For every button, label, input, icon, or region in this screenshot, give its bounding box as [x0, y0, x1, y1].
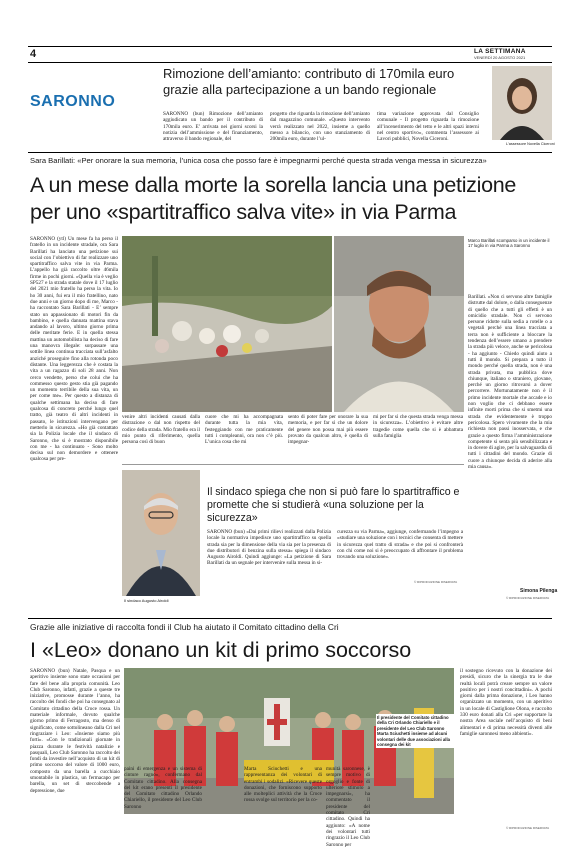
- leo-col5: il sostegno ricevuto con la donazione dei presidi, sicuro che la sinergia tra le due realtà locali potrà creare sempre un valore positivo per i nostri concittadini». A pochi giorni dalla prima donazione, i Leo hanno organizzato un momento, con un aperitivo in un locale di Castiglione Olona, e raccolto 330 euro donati alla Cri «per supportare la nostra Area sociale nell’acquisto di beni alimentari e di prima necessità diventi alle famiglie saronnesi meno abbienti».: [460, 668, 552, 737]
- main-col4: sento di poter fare per onorare la sua memoria, e per far sì che un dolore del genere non possa mai più essere provato da qualcun altro, è quella di impegnar-: [288, 414, 368, 446]
- leo-col1: SARONNO (bun) Natale, Pasqua e un aperitivo insieme sono state occasioni per fare del bene alla propria comunità. Leo Club Saronno, infatti, grazie a queste tre iniziative, promosse durante l’anno, ha raccolto dei fondi che poi ha consegnato al Comitato cittadino della Croce rossa. Un materiale informale, dovuto qualche giorno primo di Ferragosto, ma denso di significato, come sottolineano dalla Cri nel ringraziare i Leo: «Insieme siamo più forti». «Con le tradizionali giornate in piazza durante le festività natalizie e pasquali, Leo Club Saronno ha raccolto dei fondi da investire nell’acquisto di un kit di primo soccorso del valore di 1000 euro, composto da una barella a cucchiaio smontabile in plastica, un fermacapo per barella, un set di steccobende a depressione, due: [30, 668, 120, 794]
- main-byline: Simona Pilenga: [520, 588, 558, 594]
- top-story-col1: SARONNO (bun) Rimozione dell’amianto aggiudicato un bando per il contributo di 170mila euro. E’ arrivata nei giorni scorsi la notizia dell’ammissione e del finanziamento, attraverso il bando regionale, del: [163, 111, 263, 143]
- leo-kicker: Grazie alle iniziative di raccolta fondi il Club ha aiutato il Comitato cittadino della Cri: [30, 622, 339, 632]
- leo-col2: paini di emergenza e un sistema di cinture ragno», confermano dal Comitato cittadino. Alla consegna del kit erano presenti il presidente del Comitato cittadino Orlando Chiariello, il presidente del Leo Club Saronno: [124, 766, 202, 810]
- separator-leo-story: [28, 618, 552, 619]
- main-headline-line1: A un mese dalla morte la sorella lancia una petizione: [30, 173, 517, 197]
- main-credit: © RIPRODUZIONE RISERVATA: [506, 596, 550, 600]
- main-headline-line2: per uno «spartitraffico salva vite» in via Parma: [30, 200, 457, 224]
- header-top-rule: [28, 46, 552, 47]
- mayor-sidebar-col1: SARONNO (bun) «Dai primi rilievi realizzati dalla Polizia locale la normativa impedisce uno spartitraffico su quella strada sia per la dimensione della via sia per la presenza di due distributori di benzina sulla stessa» spiega il sindaco Augusto Airoldi. Quindi aggiunge: «La petizione di Sara Barillati da un segnale per intervenire sulla messa in si-: [207, 529, 331, 567]
- victim-photo: [334, 236, 464, 412]
- leo-credit: © RIPRODUZIONE RISERVATA: [506, 826, 550, 830]
- memorial-photo: [122, 236, 332, 412]
- issue-date: VENERDÌ 20 AGOSTO 2021: [474, 55, 526, 60]
- mayor-photo: [122, 470, 200, 596]
- leo-col4: munità saronnese, è sempre motivo di orgoglio e fonte di ulteriore stimolo a impegnarsi», ha commentato il presidente del comitato Cri cittadino. Quindi ha aggiunto: «A nome dei volontari tutti ringrazio il Leo Club Saronno per: [326, 766, 370, 848]
- assessore-caption: L’assessore Novella Ciceroni: [506, 142, 555, 146]
- header-bottom-rule: [28, 62, 552, 63]
- assessore-photo: [492, 66, 552, 140]
- victim-photo-caption: Marco Barillati scomparso in un incidente il 17 luglio in via Parma a Saronno: [468, 238, 550, 249]
- main-col3: cuore che mi ha accompagnata durante tutta la mia vita, festeggiando con me praticamente tutti i compleanni, ora non c’è più. L’unica cosa che mi: [205, 414, 283, 446]
- mayor-sidebar-credit: © RIPRODUZIONE RISERVATA: [414, 580, 458, 584]
- top-story-col3: tima variazione approvata dal Consiglio comunale - Il progetto riguarda la rimozione all’incenerimento del tetto e le altri spazi interni nel centro sportivo», commenta l’assessore ai Lavori pubblici, Novella Ciceroni.: [377, 111, 479, 143]
- mayor-sidebar-headline: Il sindaco spiega che non si può fare lo spartitraffico e promette che si studierà «una soluzione per la sicurezza»: [207, 486, 460, 524]
- separator-top-story: [28, 152, 552, 153]
- main-col2: venire altri incidenti causati dalla distrazione o dal non rispetto del codice della strada. Mio fratello era il mio punto di riferimento, quella persona così di buon: [122, 414, 200, 446]
- mayor-sidebar-col2: curezza su via Parma», aggiunge, confermando l’impegno a «studiare una soluzione con i tecnici che consenta di mettere in sicurezza quel tratto di strada» e che poi si confronterà con chi come noi si è preoccupato di affrontare il problema trovando una soluzione».: [337, 529, 463, 561]
- top-story-headline: Rimozione dell’amianto: contributo di 170mila euro grazie alla partecipazione a un bando regionale: [163, 66, 455, 97]
- page-number: 4: [30, 48, 37, 60]
- top-story-col2: progetto che riguarda la rimozione dell’amianto dal magazzino comunale. «Questo intervento verrà realizzato nel 2022, insieme a quello messo a bilancio, con uno stanziamento di 200mila euro, durante l’ul-: [270, 111, 370, 143]
- main-right-col: Barillati. «Non ci servono altre famiglie distrutte dal dolore, o dalla conseguenze di quello che a tutti gli effetti è un omicidio stradale. Non ci servono persone ridotte sulla sedia a rotelle o a vegetali perché una linea tracciata a terra non è sufficiente a bloccare la tendenza dell’essere umano a prendere la strada più veloce, anche se pericolosa - ha aggiunto - Chiedo quindi aiuto a tutti il mondo. Si prepara a tutto il mondo perché quella strada, non è una strada privata, ma pubblica dove chiunque, italiano o straniero, giovane, perché un giorno ritrovarsi a dover percorrere. Mortunatamente non è il primo incidente mortale che accade e io non voglio che ci debbano essere infinite morti prima che si smetmi una strada che evidentemente è troppo pericolosa. Spero vivamente che la mia richiesta non passi inosservata, e che grazie a questo firma l’amministrazione competente si senta più sensibilizzata e in dovere di agire, per la salvaguardia di tutti i cittadini del mondo. Grazie di cuore a chiunque decida di aderire alla mia causa».: [468, 294, 552, 471]
- section-label: SARONNO: [30, 93, 116, 110]
- leo-col3: Marta Sciuchetti e una rappresentanza dei volontari di entrambi i sodalizi. «Ricevere queste donazioni, che forniscono supporto alle molteplici attività che la Croce rossa svolge sul territorio per la co-: [244, 766, 322, 804]
- main-col1: SARONNO (ytl) Un mese fa ha perso il fratello in un incidente stradale, ora Sara Barillati ha lanciato una petizione sui social con l’obiettivo di far realizzare uno spartitraffico salva vite in via Parma. L’appello ha già raccolto oltre 46mila firme in pochi giorni. «Quella via è veglio SP527 e la strada statale dove il 17 luglio del 2021 mio fratello ha perso la vita. Io ho 30 anni, fui era il mio fratellino, nato due anni e un giorno dopo di me, Marco - ha raccontato Sara Barillati - E’ sempre stato un appassionato di motori fin da bambino, e quella dannata mattina stava andando al lavoro, ultimo giorno prima delle meritate ferie. E in quella stessa mattina un automobilista ha deciso di fare una manovra illegale: sorpassare una sottile linea continua tracciata sull’asfalto anziché proseguire fino alla rotonda poco distante. Una leggerezza che è costata la vita a un ragazzo di soli 28 anni. Non cerco vendette, perso che colui che ha commesso questo gesto stia già pagando un momento terribile della sua vita, un per come me». Per questo a distanza di qualche settimana ha deciso di fare qualcosa di concreto perché lungo quel tratto, già teatro di altri incidenti in passato, le istituzioni intervengano per metterlo in sicurezza. «Ho già contattato sia la Polizia locale che il sindaco di Saronno, che si è mostrato disponibile con me - ha continuato - Sono molto decisa sul non demordere e ottenere qualcosa per pre-: [30, 236, 118, 463]
- main-col5: mi per far sì che questa strada venga messa in sicurezza». L’obiettivo è evitare altre tragedie come quella che si è abbattuta sulla famiglia: [373, 414, 463, 439]
- leo-headline: I «Leo» donano un kit di primo soccorso: [30, 638, 412, 662]
- leo-photo-caption: Il presidente del Comitato cittadino della Cri Orlando Chiariello e il presidente del Leo Club Saronno Marta Sciuchetti insieme ad alcuni volontari delle due associazioni alla consegna dei kit: [376, 714, 454, 748]
- mayor-photo-caption: Il sindaco Augusto Airoldi: [124, 598, 169, 603]
- masthead: LA SETTIMANA: [474, 48, 526, 55]
- main-kicker: Sara Barillati: «Per onorare la sua memoria, l’unica cosa che posso fare è impegnarmi perché questa strada venga messa in sicurezza»: [30, 156, 487, 165]
